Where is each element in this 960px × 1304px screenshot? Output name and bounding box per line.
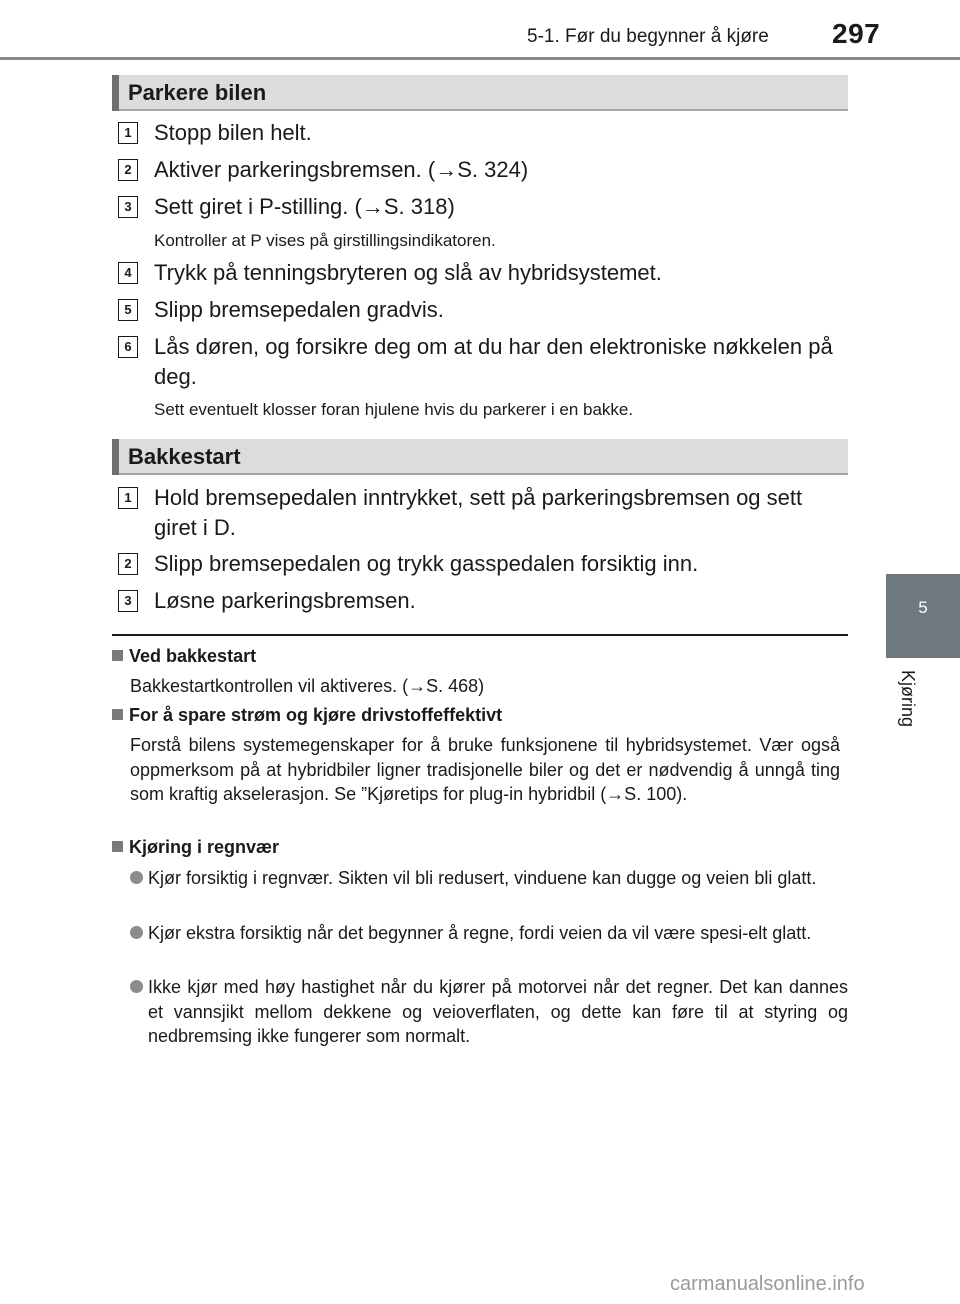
square-bullet-icon (112, 709, 123, 720)
step-number: 1 (118, 487, 138, 509)
watermark: carmanualsonline.info (670, 1273, 865, 1295)
square-bullet-icon (112, 841, 123, 852)
circle-bullet-icon (130, 926, 143, 939)
chapter-tab (886, 574, 960, 658)
step-number: 6 (118, 336, 138, 358)
note-body: Bakkestartkontrollen vil aktiveres. (→S. 468) (130, 676, 485, 696)
step-number: 2 (118, 159, 138, 181)
step-text: Slipp bremsepedalen gradvis. (154, 297, 444, 322)
step-text: Hold bremsepedalen inntrykket, sett på parkeringsbremsen og sett giret i D. (154, 485, 803, 540)
section-heading-parkere (112, 75, 848, 111)
bullet-text: Kjør forsiktig i regnvær. Sikten vil bli redusert, vinduene kan dugge og veien bli glatt. (148, 868, 817, 888)
note-heading-text: For å spare strøm og kjøre drivstoffeffektivt (129, 705, 503, 725)
step-number: 4 (118, 262, 138, 284)
step-text: Aktiver parkeringsbremsen. (→S. 324) (154, 157, 529, 182)
step-note: Sett eventuelt klosser foran hjulene hvis du parkerer i en bakke. (154, 400, 634, 419)
chapter-tab-label-text: Kjøring (898, 670, 918, 728)
step-text: Løsne parkeringsbremsen. (154, 588, 416, 613)
section-title: Parkere bilen (128, 80, 267, 105)
section-divider (112, 634, 848, 636)
note-heading-text: Kjøring i regnvær (129, 837, 280, 857)
chapter-title: 5-1. Før du begynner å kjøre (527, 26, 769, 47)
step-note: Kontroller at P vises på girstillingsindikatoren. (154, 231, 496, 250)
section-heading-bakkestart (112, 439, 848, 475)
note-heading (112, 837, 279, 858)
step-number: 3 (118, 196, 138, 218)
header-divider (0, 57, 960, 60)
bullet-text: Kjør ekstra forsiktig når det begynner å regne, fordi veien da vil være spesi-elt glatt. (148, 923, 812, 943)
page-number: 297 (832, 18, 881, 49)
section-title: Bakkestart (128, 444, 241, 469)
step-number: 3 (118, 590, 138, 612)
step-text: Stopp bilen helt. (154, 120, 312, 145)
note-heading-text: Ved bakkestart (129, 646, 257, 666)
step-number: 5 (118, 299, 138, 321)
chapter-tab-number: 5 (918, 598, 928, 617)
step-text: Sett giret i P-stilling. (→S. 318) (154, 194, 455, 219)
square-bullet-icon (112, 650, 123, 661)
step-number: 2 (118, 553, 138, 575)
step-text: Lås døren, og forsikre deg om at du har den elektroniske nøkkelen på deg. (154, 334, 833, 389)
bullet-text: Ikke kjør med høy hastighet når du kjører på motorvei når det regner. Det kan dannes et vannsjikt mellom dekkene og veioverflaten, og dette kan føre til at styring og nedbremsing ikke fungerer som normalt. (148, 977, 848, 1046)
step-number: 1 (118, 122, 138, 144)
step-text: Slipp bremsepedalen og trykk gasspedalen forsiktig inn. (154, 551, 699, 576)
circle-bullet-icon (130, 871, 143, 884)
note-heading (112, 705, 502, 726)
step-text: Trykk på tenningsbryteren og slå av hybridsystemet. (154, 260, 662, 285)
note-heading (112, 646, 256, 667)
note-body: Forstå bilens systemegenskaper for å bruke funksjonene til hybridsystemet. Vær også oppmerksom på at hybridbiler ligner tradisjonelle biler og det er nødvendig å unngå ting som kraftig akselerasjon. Se ”Kjøretips for plug-in hybridbil (→S. 100). (130, 735, 840, 804)
circle-bullet-icon (130, 980, 143, 993)
chapter-tab-label (898, 670, 918, 740)
